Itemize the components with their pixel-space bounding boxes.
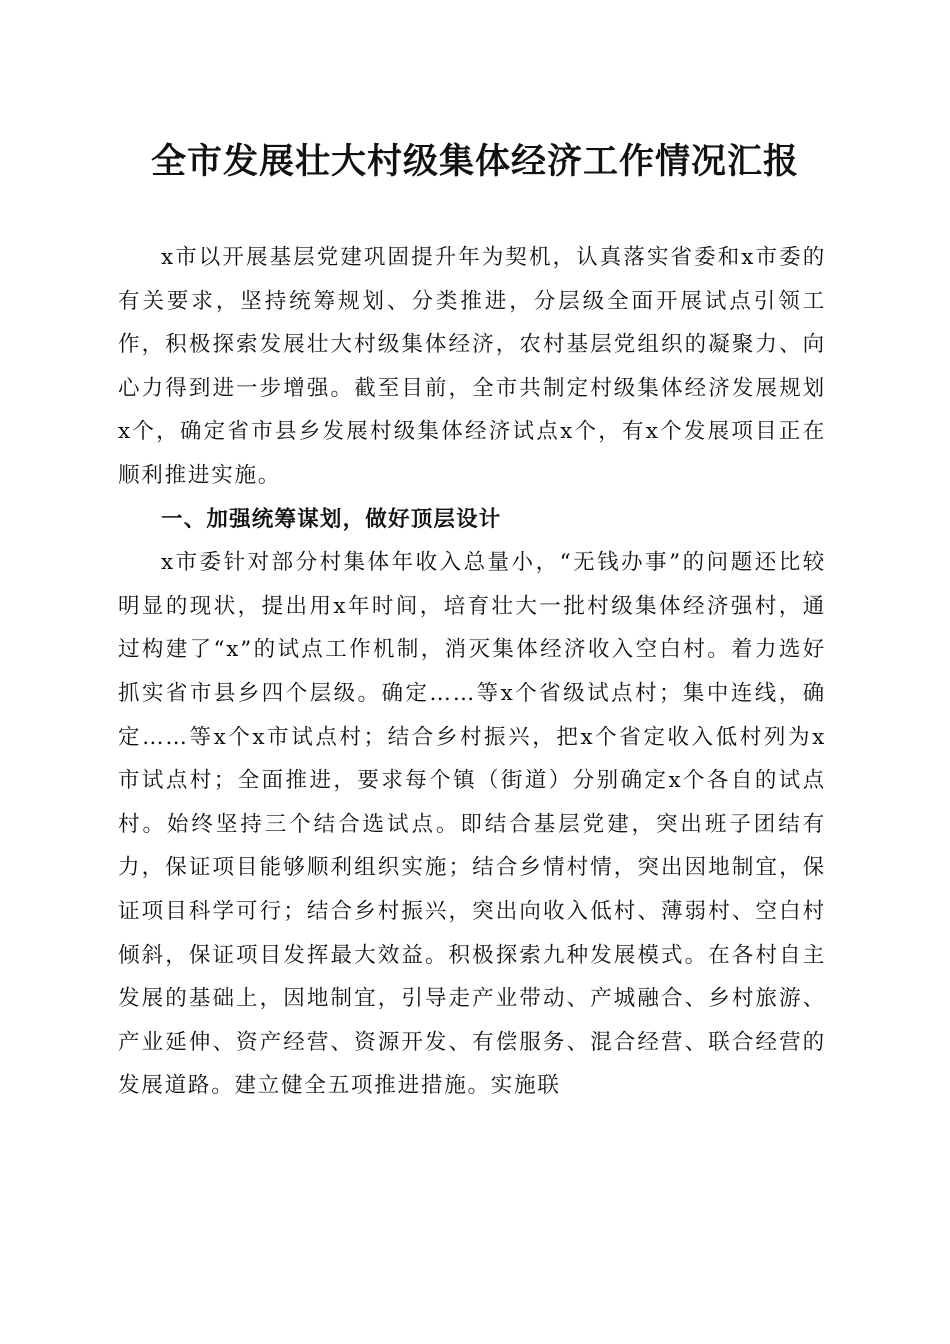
- section-heading-1: 一、加强统筹谋划，做好顶层设计: [161, 506, 502, 532]
- section-paragraph-1: x市委针对部分村集体年收入总量小，“无钱办事”的问题还比较明显的现状，提出用x年时间，培育壮大一批村级集体经济强村，通过构建了“x”的试点工作机制，消灭集体经济收入空白村。着力选好抓实省市县乡四个层级。确定……等x个省级试点村；集中连线，确定……等x个x市试点村；结合乡村振兴，把x个省定收入低村列为x市试点村；全面推进，要求每个镇（街道）分别确定x个各自的试点村。始终坚持三个结合选试点。即结合基层党建，突出班子团结有力，保证项目能够顺利组织实施；结合乡情村情，突出因地制宜，保证项目科学可行；结合乡村振兴，突出向收入低村、薄弱村、空白村倾斜，保证项目发挥最大效益。积极探索九种发展模式。在各村自主发展的基础上，因地制宜，引导走产业带动、产城融合、乡村旅游、产业延伸、资产经营、资源开发、有偿服务、混合经营、联合经营的发展道路。建立健全五项推进措施。实施联: [118, 550, 826, 1099]
- intro-paragraph: x市以开展基层党建巩固提升年为契机，认真落实省委和x市委的有关要求，坚持统筹规划、分类推进，分层级全面开展试点引领工作，积极探索发展壮大村级集体经济，农村基层党组织的凝聚力、向心力得到进一步增强。截至目前，全市共制定村级集体经济发展规划x个，确定省市县乡发展村级集体经济试点x个，有x个发展项目正在顺利推进实施。: [118, 245, 826, 488]
- document-body: [118, 236, 826, 1108]
- document-title: 全市发展壮大村级集体经济工作情况汇报: [150, 141, 799, 182]
